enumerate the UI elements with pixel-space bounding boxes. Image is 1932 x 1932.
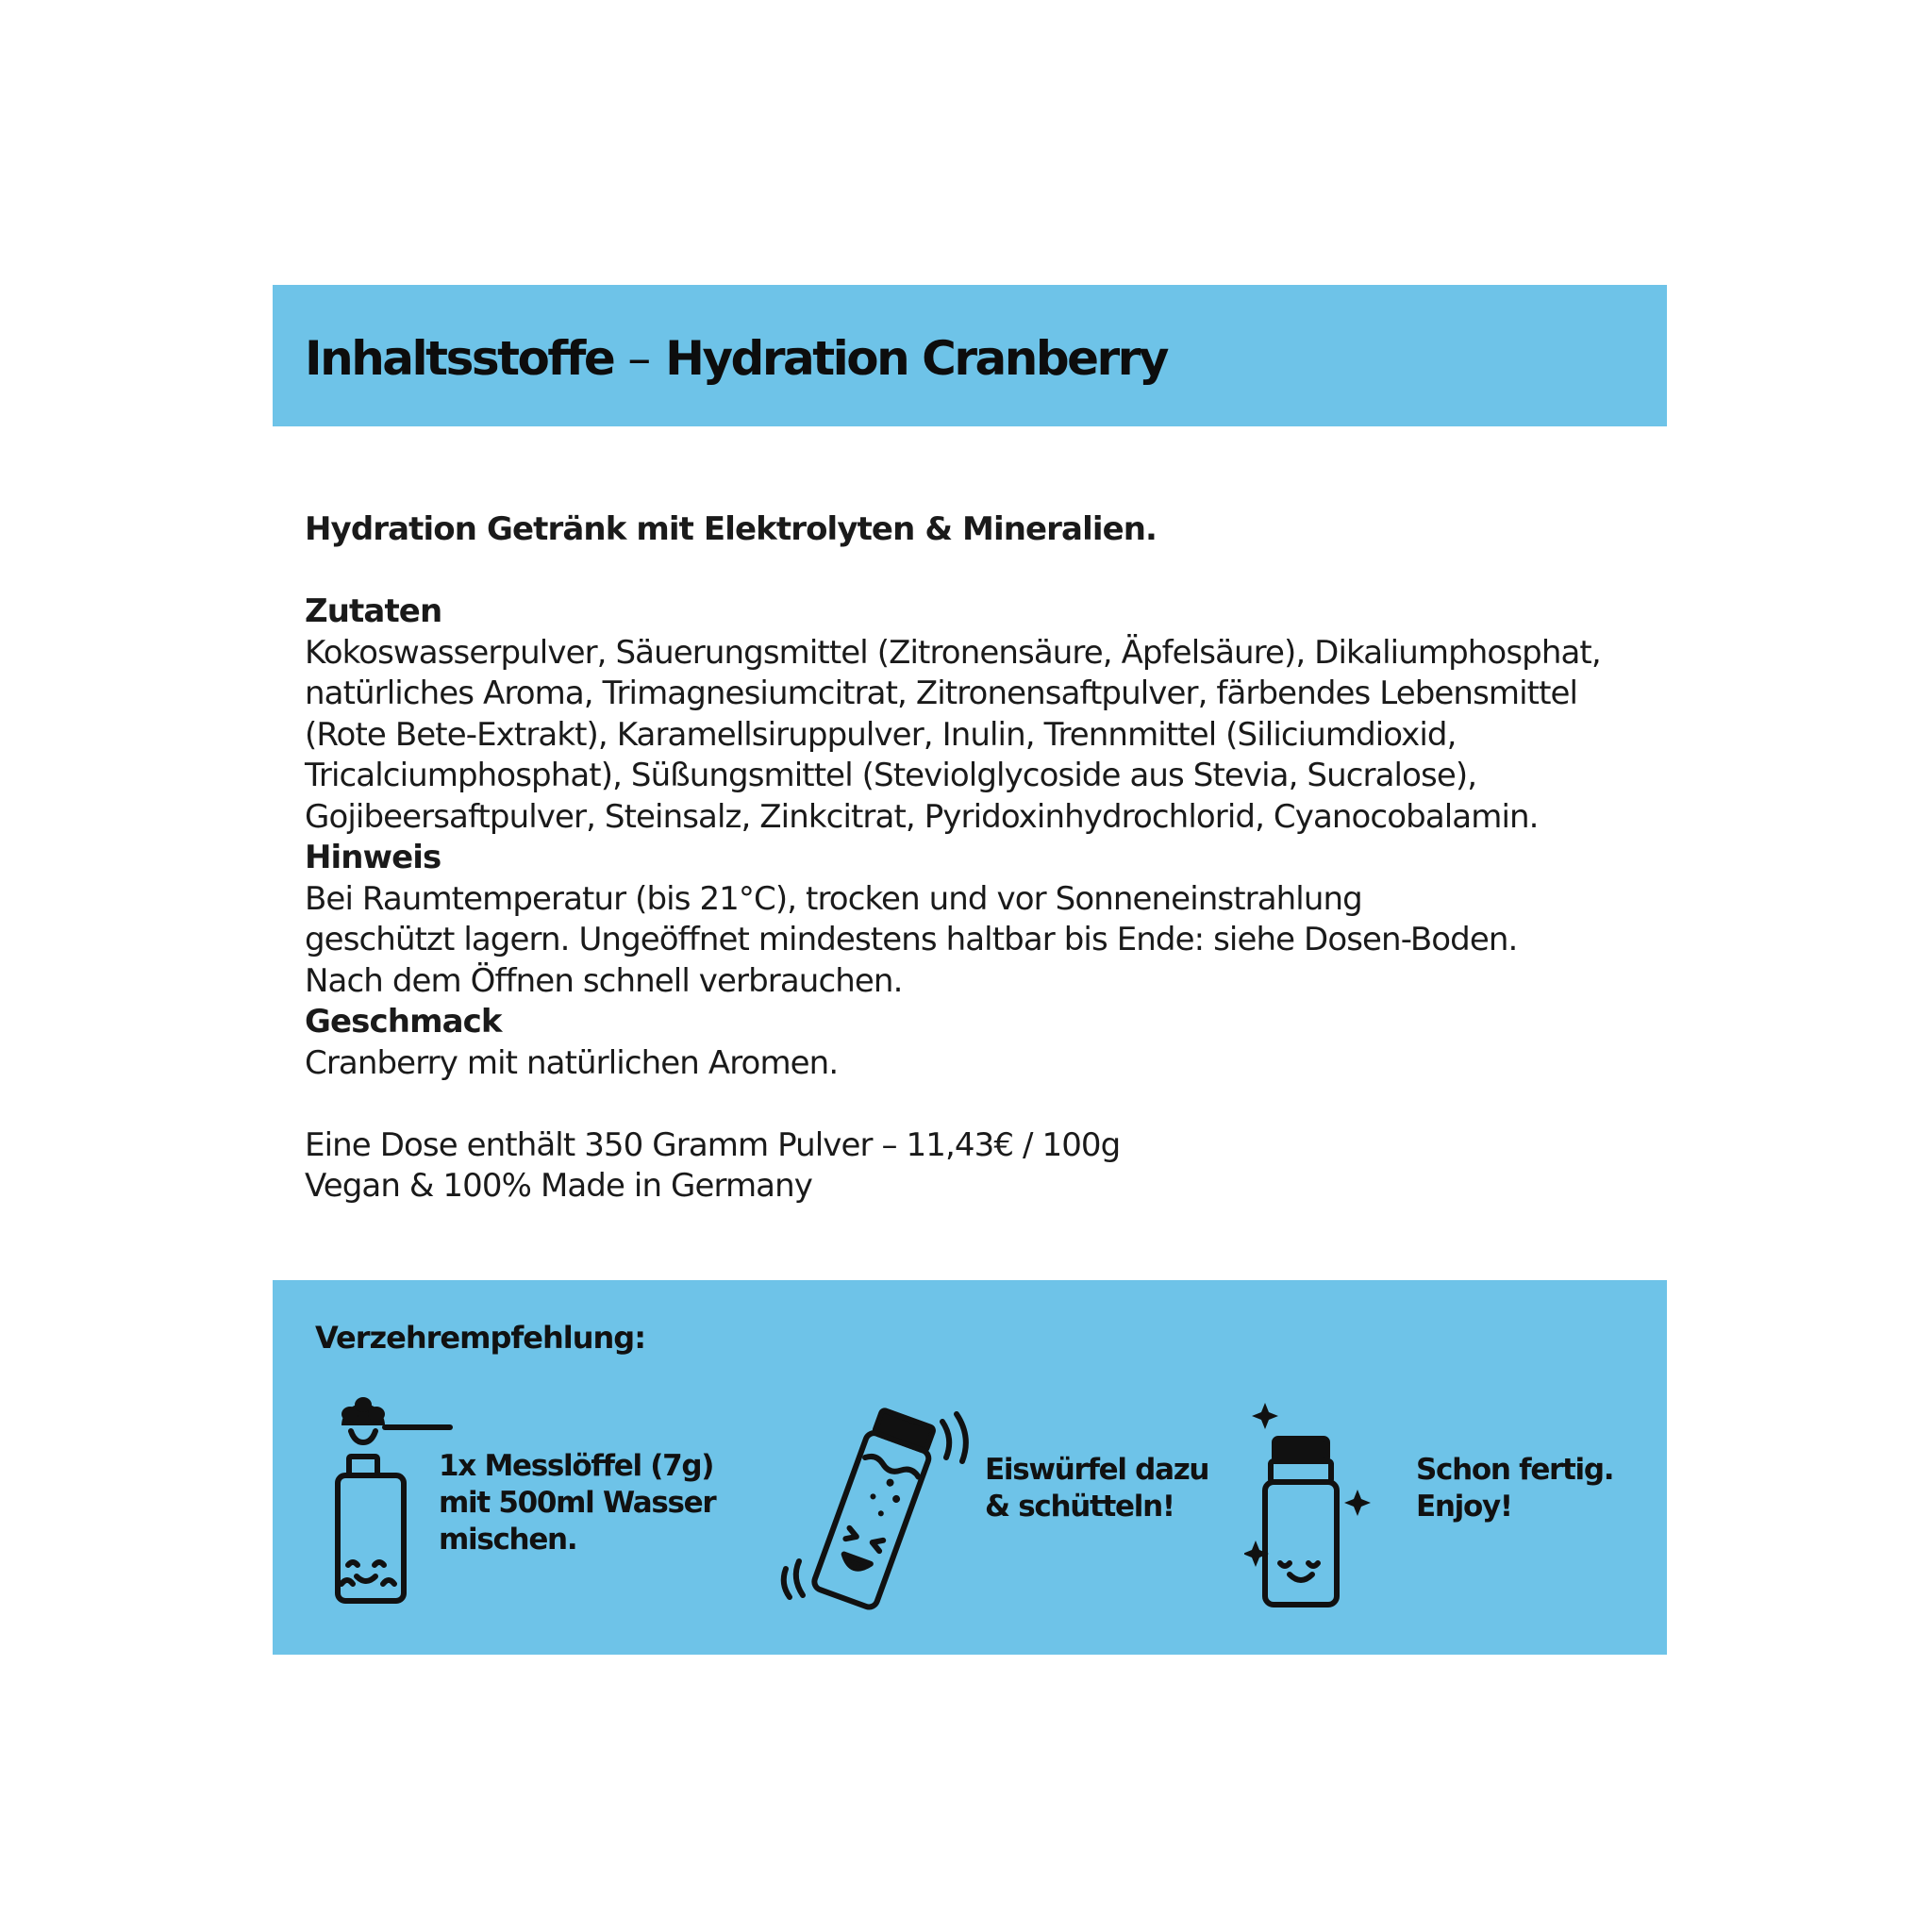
note-heading: Hinweis bbox=[305, 839, 441, 876]
shaking-bottle-icon bbox=[773, 1403, 971, 1620]
ingredients-line: Gojibeersaftpulver, Steinsalz, Zinkcitrat, Pyridoxinhydrochlorid, Cyanocobalamin. bbox=[305, 797, 1539, 836]
title-dash: – bbox=[627, 331, 652, 386]
step-2-text bbox=[985, 1452, 1208, 1525]
product-info bbox=[305, 509, 1663, 1208]
content-amount: Eine Dose enthält 350 Gramm Pulver – 11,43€ / 100g bbox=[305, 1125, 1121, 1164]
title-band bbox=[273, 285, 1667, 426]
ingredients-heading: Zutaten bbox=[305, 592, 442, 630]
product-lead: Hydration Getränk mit Elektrolyten & Mineralien. bbox=[305, 510, 1158, 548]
step-1-line: 1x Messlöffel (7g) bbox=[439, 1449, 714, 1483]
step-2-line: & schütteln! bbox=[985, 1490, 1174, 1524]
step-3-line: Schon fertig. bbox=[1416, 1453, 1614, 1487]
origin-line: Vegan & 100% Made in Germany bbox=[305, 1167, 812, 1205]
step-1-line: mischen. bbox=[439, 1523, 577, 1557]
ingredients-text bbox=[305, 633, 1663, 839]
note-line: Nach dem Öffnen schnell verbrauchen. bbox=[305, 961, 903, 1000]
step-2-line: Eiswürfel dazu bbox=[985, 1453, 1209, 1487]
step-3-line: Enjoy! bbox=[1416, 1490, 1512, 1524]
recommendation-title: Verzehrempfehlung: bbox=[315, 1320, 645, 1356]
step-1-text bbox=[439, 1448, 715, 1558]
ingredients-line: (Rote Bete-Extrakt), Karamellsiruppulver, Inulin, Trennmittel (Siliciumdioxid, bbox=[305, 715, 1457, 754]
note-line: geschützt lagern. Ungeöffnet mindestens haltbar bis Ende: siehe Dosen-Boden. bbox=[305, 921, 1518, 958]
note-line: Bei Raumtemperatur (bis 21°C), trocken und vor Sonneneinstrahlung bbox=[305, 879, 1362, 918]
page-title bbox=[305, 330, 1167, 387]
step-1-line: mit 500ml Wasser bbox=[439, 1486, 716, 1520]
note-text bbox=[305, 879, 1663, 1003]
taste-heading: Geschmack bbox=[305, 1003, 502, 1041]
ingredients-line: Tricalciumphosphat), Süßungsmittel (Steviolglycoside aus Stevia, Sucralose), bbox=[305, 757, 1477, 794]
ingredients-line: Kokoswasserpulver, Säuerungsmittel (Zitronensäure, Äpfelsäure), Dikaliumphosphat, bbox=[305, 633, 1601, 672]
recommendation-band bbox=[273, 1280, 1667, 1655]
title-main: Inhaltsstoffe bbox=[305, 331, 614, 386]
step-3-text bbox=[1416, 1452, 1613, 1525]
sparkling-bottle-icon bbox=[1244, 1403, 1386, 1615]
taste-text: Cranberry mit natürlichen Aromen. bbox=[305, 1043, 839, 1082]
title-product: Hydration Cranberry bbox=[665, 331, 1167, 386]
ingredients-line: natürliches Aroma, Trimagnesiumcitrat, Zitronensaftpulver, färbendes Lebensmittel bbox=[305, 675, 1578, 712]
